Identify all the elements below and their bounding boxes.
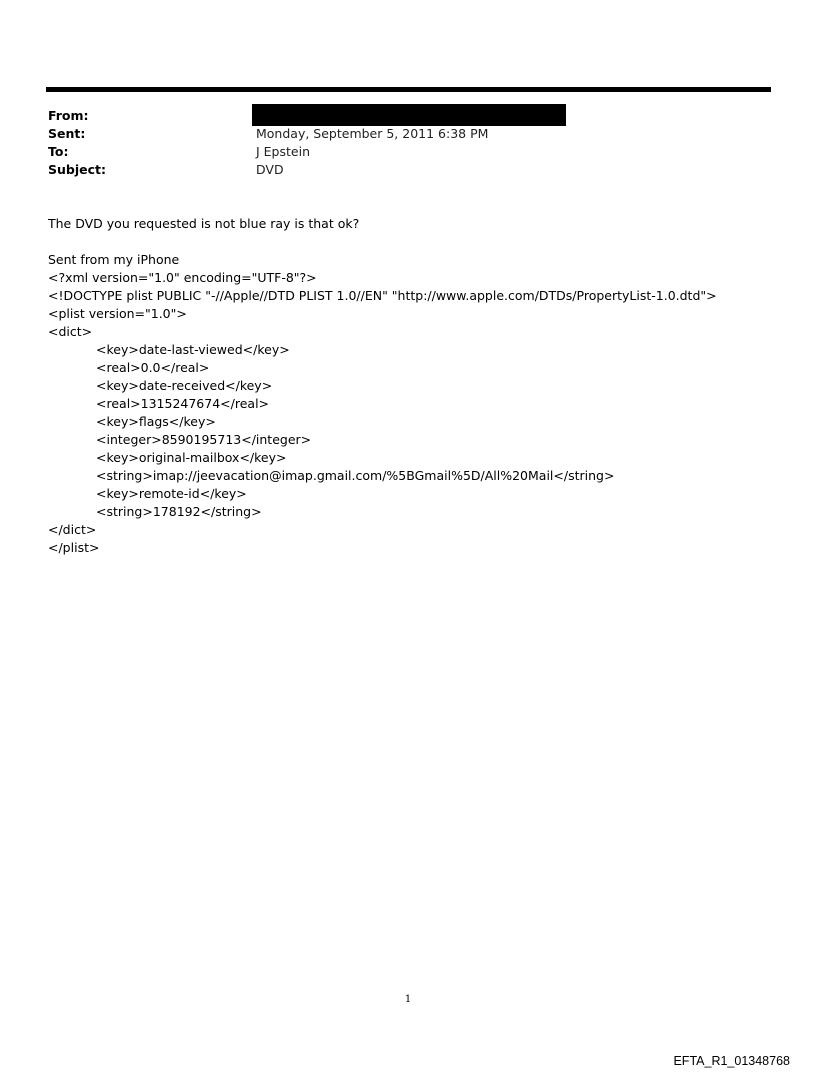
plist-line: <real>0.0</real> (96, 360, 210, 375)
from-label: From: (48, 108, 89, 123)
plist-line: </dict> (48, 522, 97, 537)
redaction-bar (252, 104, 566, 126)
message-text: The DVD you requested is not blue ray is that ok? (48, 216, 360, 231)
document-id: EFTA_R1_01348768 (673, 1054, 790, 1068)
sent-label: Sent: (48, 126, 86, 141)
plist-line: <integer>8590195713</integer> (96, 432, 312, 447)
plist-line: <key>date-last-viewed</key> (96, 342, 290, 357)
plist-line: <key>flags</key> (96, 414, 216, 429)
plist-line: <real>1315247674</real> (96, 396, 270, 411)
page-number: 1 (404, 994, 412, 1005)
plist-line: </plist> (48, 540, 100, 555)
subject-row (48, 161, 748, 179)
signature-text: Sent from my iPhone (48, 252, 180, 267)
plist-line: <key>date-received</key> (96, 378, 273, 393)
to-row (48, 143, 748, 161)
subject-value: DVD (256, 162, 284, 177)
plist-line: <string>imap://jeevacation@imap.gmail.com/%5BGmail%5D/All%20Mail</string> (96, 468, 615, 483)
plist-line: <!DOCTYPE plist PUBLIC "-//Apple//DTD PLIST 1.0//EN" "http://www.apple.com/DTDs/PropertyList-1.0.dtd"> (48, 288, 717, 303)
sent-row (48, 125, 748, 143)
to-label: To: (48, 144, 69, 159)
plist-line: <?xml version="1.0" encoding="UTF-8"?> (48, 270, 317, 285)
plist-line: <key>remote-id</key> (96, 486, 247, 501)
header-rule (46, 87, 771, 92)
plist-line: <plist version="1.0"> (48, 306, 187, 321)
to-value: J Epstein (256, 144, 310, 159)
plist-line: <string>178192</string> (96, 504, 262, 519)
plist-line: <key>original-mailbox</key> (96, 450, 287, 465)
plist-line: <dict> (48, 324, 93, 339)
sent-value: Monday, September 5, 2011 6:38 PM (256, 126, 489, 141)
subject-label: Subject: (48, 162, 106, 177)
